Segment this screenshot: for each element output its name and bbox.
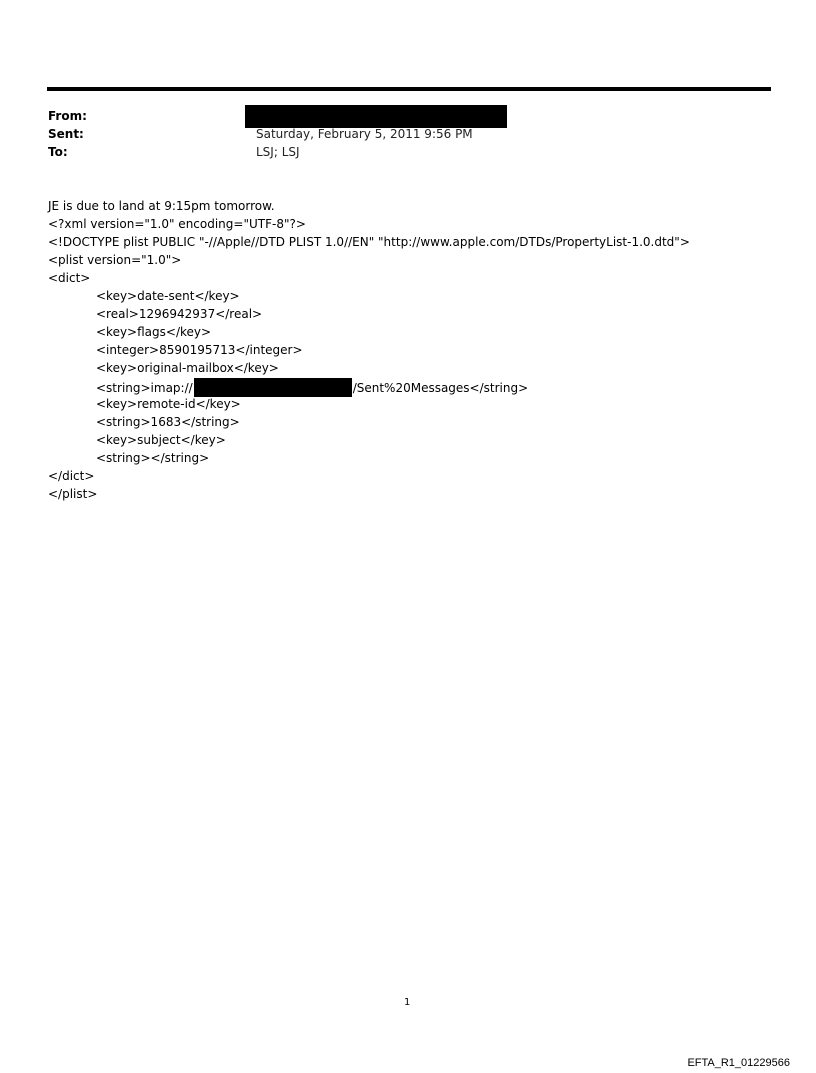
key-original-mailbox-line: <key>original-mailbox</key> [96,361,279,375]
header-rule [47,87,771,91]
subject-value-line: <string></string> [96,451,210,465]
dict-close-line: </dict> [48,469,95,483]
key-date-sent-line: <key>date-sent</key> [96,289,240,303]
remote-id-value-line: <string>1683</string> [96,415,240,429]
key-flags-line: <key>flags</key> [96,325,212,339]
from-label: From: [48,109,87,123]
imap-prefix: <string>imap:// [96,381,193,395]
imap-suffix: /Sent%20Messages</string> [352,381,529,395]
page-number: 1 [404,997,411,1008]
real-value-line: <real>1296942937</real> [96,307,263,321]
bates-number: EFTA_R1_01229566 [687,1057,790,1069]
xml-declaration-line: <?xml version="1.0" encoding="UTF-8"?> [48,217,306,231]
to-value: LSJ; LSJ [256,145,300,159]
sent-value: Saturday, February 5, 2011 9:56 PM [256,127,473,141]
doctype-line: <!DOCTYPE plist PUBLIC "-//Apple//DTD PLIST 1.0//EN" "http://www.apple.com/DTDs/PropertyList-1.0.dtd"> [48,235,690,249]
redaction-box-imap [194,378,352,397]
sent-label: Sent: [48,127,84,141]
to-label: To: [48,145,68,159]
plist-close-line: </plist> [48,487,98,501]
redaction-box-from [245,105,507,128]
key-remote-id-line: <key>remote-id</key> [96,397,241,411]
dict-open-line: <dict> [48,271,91,285]
key-subject-line: <key>subject</key> [96,433,226,447]
plist-open-line: <plist version="1.0"> [48,253,182,267]
integer-value-line: <integer>8590195713</integer> [96,343,303,357]
imap-string-line [96,378,528,397]
body-text-line: JE is due to land at 9:15pm tomorrow. [48,199,275,213]
